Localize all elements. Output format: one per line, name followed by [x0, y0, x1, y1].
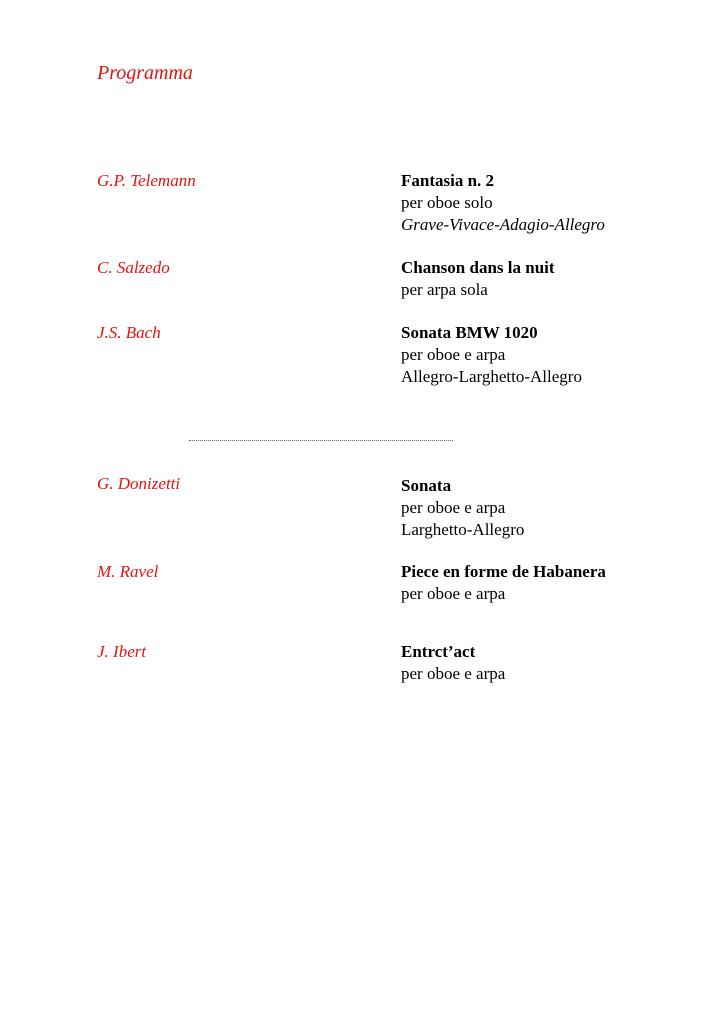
piece-block: [401, 561, 606, 605]
piece-block: [401, 475, 524, 541]
piece-instrumentation: per oboe e arpa: [401, 664, 506, 683]
interval-divider: [189, 440, 453, 441]
piece-title: Entrct’act: [401, 642, 476, 661]
composer-name: G.P. Telemann: [97, 171, 196, 190]
page-title: Programma: [97, 62, 193, 84]
piece-instrumentation: per oboe solo: [401, 193, 493, 212]
composer-name: M. Ravel: [97, 562, 159, 581]
piece-block: [401, 257, 555, 301]
piece-instrumentation: per arpa sola: [401, 280, 488, 299]
piece-instrumentation: per oboe e arpa: [401, 498, 506, 517]
composer-name: J. Ibert: [97, 642, 147, 661]
piece-title: Sonata BMW 1020: [401, 323, 538, 342]
composer-name: G. Donizetti: [97, 474, 181, 493]
piece-title: Sonata: [401, 476, 452, 495]
composer-name: J.S. Bach: [97, 323, 161, 342]
piece-title: Piece en forme de Habanera: [401, 562, 606, 581]
piece-movements: Larghetto-Allegro: [401, 520, 525, 539]
piece-block: [401, 322, 582, 388]
piece-block: [401, 170, 605, 236]
piece-block: [401, 641, 505, 685]
piece-instrumentation: per oboe e arpa: [401, 584, 506, 603]
piece-title: Fantasia n. 2: [401, 171, 495, 190]
piece-title: Chanson dans la nuit: [401, 258, 555, 277]
piece-movements: Grave-Vivace-Adagio-Allegro: [401, 215, 605, 234]
piece-movements: Allegro-Larghetto-Allegro: [401, 367, 582, 386]
composer-name: C. Salzedo: [97, 258, 170, 277]
piece-instrumentation: per oboe e arpa: [401, 345, 506, 364]
